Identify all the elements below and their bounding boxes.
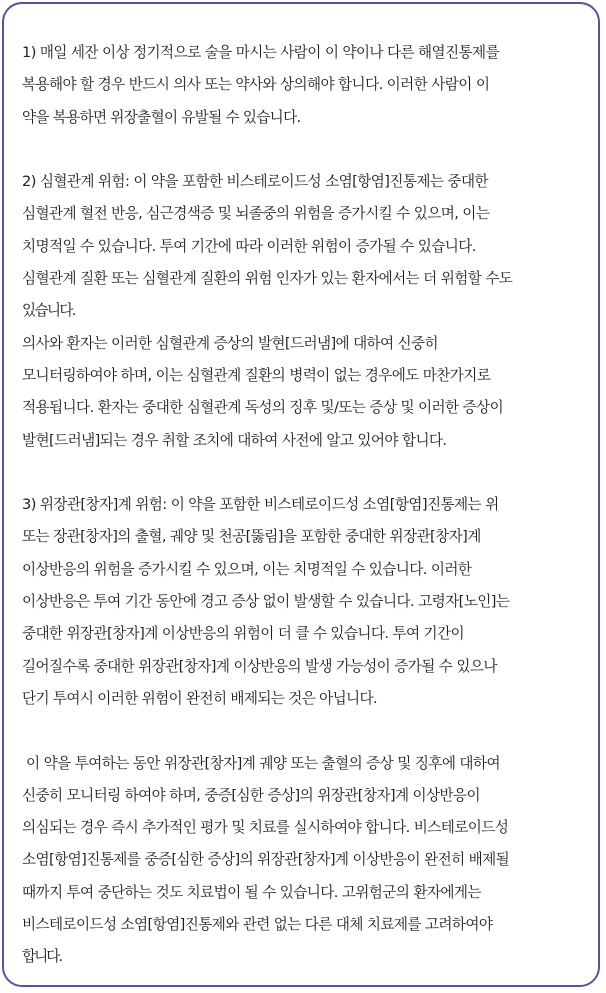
text-line: 이상반응은 투여 기간 동안에 경고 증상 없이 발생할 수 있습니다. 고령자[노인]는 [22, 593, 510, 611]
text-line: 합니다. [22, 948, 62, 966]
text-line: 중대한 위장관[창자]계 이상반응의 위험이 더 클 수 있습니다. 투여 기간이 [22, 625, 465, 643]
text-line: 의심되는 경우 즉시 추가적인 평가 및 치료를 실시하여야 합니다. 비스테로이드성 [22, 819, 509, 837]
section-cardiovascular [22, 166, 594, 457]
section-gastrointestinal [22, 489, 594, 715]
text-line: 이 약을 투여하는 동안 위장관[창자]계 궤양 또는 출혈의 증상 및 징후에 대하여 [22, 754, 500, 772]
text-line: 이상반응의 위험을 증가시킬 수 있으며, 이는 치명적일 수 있습니다. 이러한 [22, 560, 472, 578]
text-line: 적용됩니다. 환자는 중대한 심혈관계 독성의 징후 및/또는 증상 및 이러한 증상이 [22, 399, 504, 417]
text-line: 단기 투여시 이러한 위험이 완전히 배제되는 것은 아닙니다. [22, 689, 377, 707]
text-line: 1) 매일 세잔 이상 정기적으로 술을 마시는 사람이 이 약이나 다른 해열진통제를 [22, 44, 500, 61]
text-line: 비스테로이드성 소염[항염]진통제와 관련 없는 다른 대체 치료제를 고려하여야 [22, 916, 493, 934]
paragraph-gap [22, 715, 594, 747]
text-line: 길어질수록 중대한 위장관[창자]계 이상반응의 발생 가능성이 증가될 수 있으나 [22, 657, 497, 675]
paragraph-gap [22, 457, 594, 489]
paragraph-gap [22, 134, 594, 166]
text-line: 약을 복용하면 위장출혈이 유발될 수 있습니다. [22, 108, 301, 126]
warning-text-body [22, 37, 594, 974]
text-line: 신중히 모니터링 하여야 하며, 중증[심한 증상]의 위장관[창자]계 이상반응이 [22, 786, 481, 804]
text-line: 치명적일 수 있습니다. 투여 기간에 따라 이러한 위험이 증가될 수 있습니다. [22, 237, 476, 255]
text-line: 3) 위장관[창자]계 위험: 이 약을 포함한 비스테로이드성 소염[항염]진통제는 위 [22, 496, 499, 514]
section-alcohol [22, 37, 594, 134]
text-line: 의사와 환자는 이러한 심혈관계 증상의 발현[드러냄]에 대하여 신중히 [22, 334, 439, 352]
text-line: 모니터링하여야 하며, 이는 심혈관계 질환의 병력이 없는 경우에도 마찬가지로 [22, 366, 491, 384]
text-line: 2) 심혈관계 위험: 이 약을 포함한 비스테로이드성 소염[항염]진통제는 중대한 [22, 173, 488, 191]
text-line: 소염[항염]진통제를 중증[심한 증상]의 위장관[창자]계 이상반응이 완전히 배제될 [22, 851, 510, 869]
text-line: 있습니다. [22, 302, 75, 320]
text-line: 심혈관계 질환 또는 심혈관계 질환의 위험 인자가 있는 환자에서는 더 위험할 수도 [22, 270, 513, 288]
text-line: 발현[드러냄]되는 경우 취할 조치에 대하여 사전에 알고 있어야 합니다. [22, 431, 447, 449]
section-monitoring [22, 748, 594, 974]
text-line: 복용해야 할 경우 반드시 의사 또는 약사와 상의해야 합니다. 이러한 사람이 이 [22, 76, 490, 94]
warning-card [2, 2, 600, 987]
text-line: 심혈관계 혈전 반응, 심근경색증 및 뇌졸중의 위험을 증가시킬 수 있으며, 이는 [22, 205, 490, 223]
text-line: 때까지 투여 중단하는 것도 치료법이 될 수 있습니다. 고위험군의 환자에게는 [22, 883, 481, 901]
text-line: 또는 장관[창자]의 출혈, 궤양 및 천공[뚫림]을 포함한 중대한 위장관[창자]계 [22, 528, 481, 546]
